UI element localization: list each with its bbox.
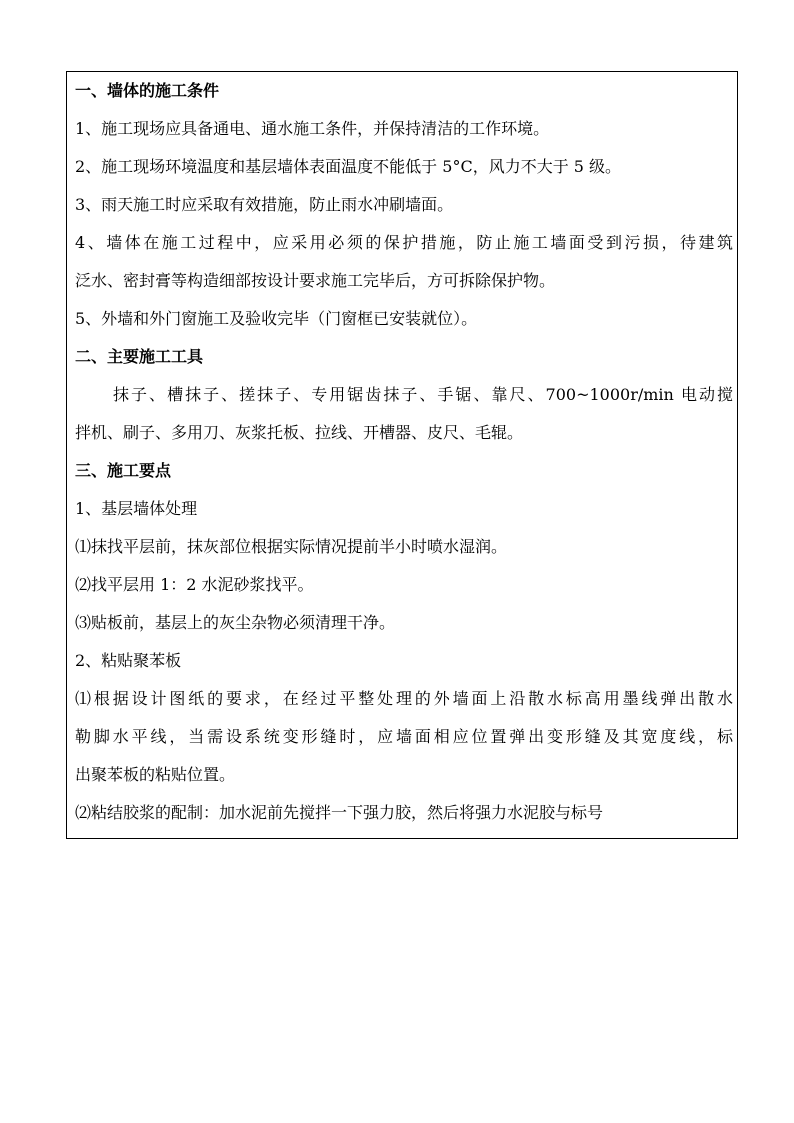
base-wall-step-3: ⑶贴板前，基层上的灰尘杂物必须清理干净。 — [75, 613, 396, 632]
condition-item-2: 2、施工现场环境温度和基层墙体表面温度不能低于 5°C，风力不大于 5 级。 — [75, 157, 622, 176]
subsection-base-wall-treatment: 1、基层墙体处理 — [75, 499, 198, 518]
base-wall-step-2: ⑵找平层用 1：2 水泥砂浆找平。 — [75, 575, 314, 594]
condition-item-1: 1、施工现场应具备通电、通水施工条件，并保持清洁的工作环境。 — [75, 119, 550, 138]
eps-step-2: ⑵粘结胶浆的配制：加水泥前先搅拌一下强力胶，然后将强力水泥胶与标号 — [75, 803, 604, 822]
condition-item-4-line-2: 泛水、密封膏等构造细部按设计要求施工完毕后，方可拆除保护物。 — [75, 271, 556, 290]
tools-paragraph-line-1: 抹子、槽抹子、搓抹子、专用锯齿抹子、手锯、靠尺、700~1000r/min 电动搅 — [113, 385, 733, 404]
eps-step-1-line-1: ⑴根据设计图纸的要求，在经过平整处理的外墙面上沿散水标高用墨线弹出散水 — [75, 689, 733, 708]
section-heading-main-tools: 二、主要施工工具 — [75, 347, 204, 366]
condition-item-4-line-1: 4、墙体在施工过程中，应采用必须的保护措施，防止施工墙面受到污损，待建筑 — [75, 233, 733, 252]
subsection-eps-board-bonding: 2、粘贴聚苯板 — [75, 651, 182, 670]
section-heading-construction-points: 三、施工要点 — [75, 461, 172, 480]
section-heading-construction-conditions: 一、墙体的施工条件 — [75, 81, 220, 100]
condition-item-3: 3、雨天施工时应采取有效措施，防止雨水冲刷墙面。 — [75, 195, 454, 214]
tools-paragraph-line-2: 拌机、刷子、多用刀、灰浆托板、拉线、开槽器、皮尺、毛辊。 — [75, 423, 524, 442]
eps-step-1-line-2: 勒脚水平线，当需设系统变形缝时，应墙面相应位置弹出变形缝及其宽度线，标 — [75, 727, 733, 746]
condition-item-5: 5、外墙和外门窗施工及验收完毕（门窗框已安装就位）。 — [75, 309, 478, 328]
eps-step-1-line-3: 出聚苯板的粘贴位置。 — [75, 765, 236, 784]
base-wall-step-1: ⑴抹找平层前，抹灰部位根据实际情况提前半小时喷水湿润。 — [75, 537, 508, 556]
document-body — [75, 72, 733, 832]
